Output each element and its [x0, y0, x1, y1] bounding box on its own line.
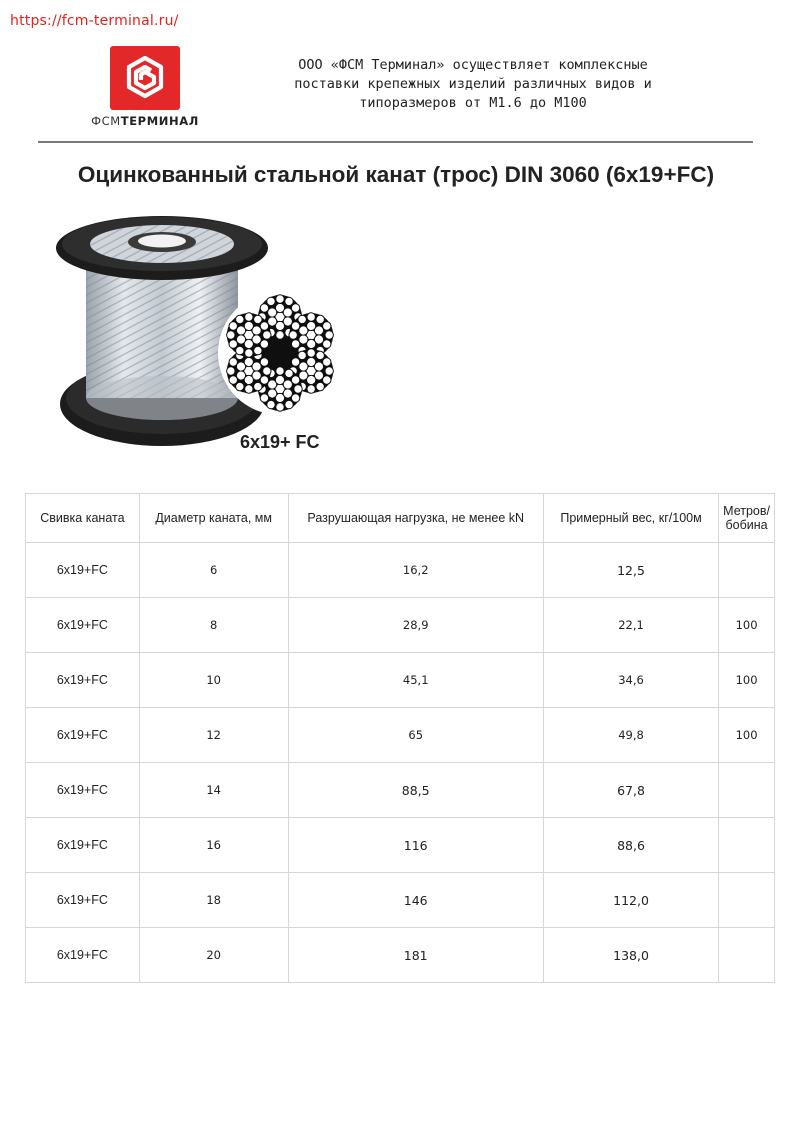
- header-meters-line1: Метров/: [723, 504, 770, 518]
- cell-twist: 6x19+FC: [26, 928, 140, 983]
- logo-wordmark: [90, 114, 200, 128]
- cell-load: 146: [288, 873, 543, 928]
- table-row: [26, 818, 775, 873]
- company-description: [248, 56, 698, 113]
- table-row: [26, 653, 775, 708]
- cell-meters: 100: [719, 653, 775, 708]
- cell-meters: 100: [719, 598, 775, 653]
- cell-load: 28,9: [288, 598, 543, 653]
- table-row: [26, 598, 775, 653]
- cell-twist: 6x19+FC: [26, 873, 140, 928]
- cell-twist: 6x19+FC: [26, 543, 140, 598]
- cell-meters: [719, 818, 775, 873]
- header-weight: Примерный вес, кг/100м: [543, 494, 718, 543]
- page-title: Оцинкованный стальной канат (трос) DIN 3060 (6x19+FC): [77, 162, 715, 187]
- header-meters: [719, 494, 775, 543]
- cell-twist: 6x19+FC: [26, 653, 140, 708]
- cell-weight: 112,0: [543, 873, 718, 928]
- specs-table: [25, 493, 775, 983]
- cell-weight: 34,6: [543, 653, 718, 708]
- cell-diameter: 6: [139, 543, 288, 598]
- cell-weight: 22,1: [543, 598, 718, 653]
- cell-diameter: 20: [139, 928, 288, 983]
- table-row: [26, 873, 775, 928]
- table-row: [26, 763, 775, 818]
- table-row: [26, 708, 775, 763]
- logo-text-light: ФСМ: [91, 114, 121, 128]
- cell-load: 65: [288, 708, 543, 763]
- cell-load: 16,2: [288, 543, 543, 598]
- cell-weight: 138,0: [543, 928, 718, 983]
- cell-diameter: 12: [139, 708, 288, 763]
- company-line: типоразмеров от М1.6 до М100: [359, 95, 587, 111]
- logo-text-bold: ТЕРМИНАЛ: [120, 114, 199, 128]
- cell-load: 45,1: [288, 653, 543, 708]
- cell-meters: [719, 763, 775, 818]
- cell-meters: [719, 543, 775, 598]
- cell-load: 88,5: [288, 763, 543, 818]
- cell-diameter: 14: [139, 763, 288, 818]
- cell-diameter: 18: [139, 873, 288, 928]
- cell-twist: 6x19+FC: [26, 763, 140, 818]
- table-row: [26, 928, 775, 983]
- company-line: ООО «ФСМ Терминал» осуществляет комплексные: [298, 57, 648, 73]
- product-image: [34, 208, 350, 466]
- cell-load: 116: [288, 818, 543, 873]
- cell-diameter: 10: [139, 653, 288, 708]
- company-line: поставки крепежных изделий различных видов и: [294, 76, 652, 92]
- header-divider: [38, 141, 753, 143]
- cell-diameter: 16: [139, 818, 288, 873]
- cell-weight: 67,8: [543, 763, 718, 818]
- company-logo: [91, 46, 204, 136]
- product-image-label: 6x19+ FC: [240, 432, 320, 452]
- header-diameter: Диаметр каната, мм: [139, 494, 288, 543]
- cell-diameter: 8: [139, 598, 288, 653]
- header-load: Разрушающая нагрузка, не менее kN: [288, 494, 543, 543]
- cell-weight: 88,6: [543, 818, 718, 873]
- cell-weight: 12,5: [543, 543, 718, 598]
- cell-load: 181: [288, 928, 543, 983]
- cell-weight: 49,8: [543, 708, 718, 763]
- header-twist: Свивка каната: [26, 494, 140, 543]
- cell-twist: 6x19+FC: [26, 818, 140, 873]
- cell-meters: [719, 928, 775, 983]
- cell-meters: [719, 873, 775, 928]
- cell-twist: 6x19+FC: [26, 598, 140, 653]
- logo-mark-icon: [110, 46, 180, 110]
- table-row: [26, 543, 775, 598]
- cell-twist: 6x19+FC: [26, 708, 140, 763]
- header-meters-line2: бобина: [725, 518, 768, 532]
- cell-meters: 100: [719, 708, 775, 763]
- site-url-link[interactable]: https://fcm-terminal.ru/: [10, 13, 179, 29]
- cable-spool-icon: [34, 208, 350, 466]
- table-header-row: [26, 494, 775, 543]
